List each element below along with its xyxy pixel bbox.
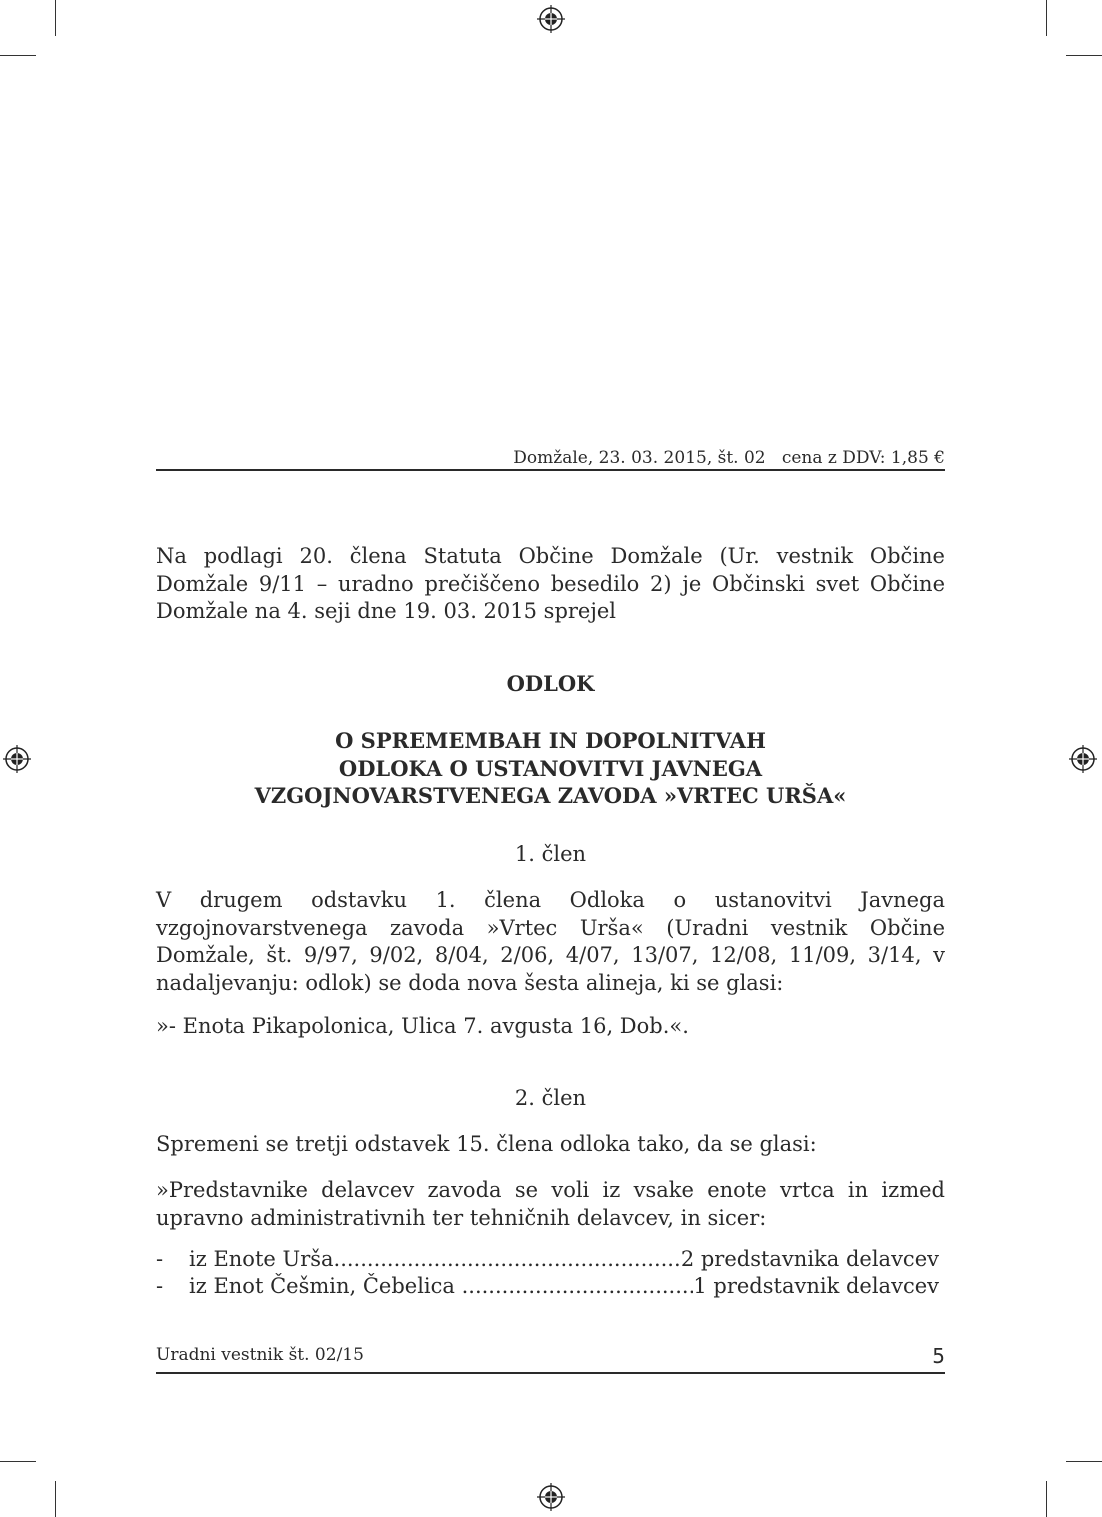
crop-mark <box>1066 55 1102 56</box>
article-1-paragraph: V drugem odstavku 1. člena Odloka o ustanovitvi Javnega vzgojnovarstvenega zavoda »Vrtec Urša« (Uradni vestnik Občine Domžale, št. 9/97, 9/02, 8/04, 2/06, 4/07, 13/07, 12/08, 11/09, 3/14, v nadaljevanju: odlok) se doda nova šesta alineja, ki se glasi: <box>156 888 945 995</box>
crop-mark <box>55 0 56 36</box>
article-2-paragraph-2: »Predstavnike delavcev zavoda se voli iz vsake enote vrtca in izmed upravno administrativnih ter tehničnih delavcev, in sicer: <box>156 1178 945 1230</box>
list-item <box>156 1273 945 1300</box>
document-subtitle <box>156 727 945 810</box>
crop-mark <box>1046 0 1047 36</box>
subtitle-line: VZGOJNOVARSTVENEGA ZAVODA »VRTEC URŠA« <box>254 783 847 808</box>
dot-leader <box>462 1273 694 1300</box>
page-number: 5 <box>932 1344 945 1368</box>
article-1-quote: »- Enota Pikapolonica, Ulica 7. avgusta 16, Dob.«. <box>156 1014 689 1038</box>
registration-mark-icon <box>3 745 31 773</box>
list-item-label: iz Enot Češmin, Čebelica <box>189 1274 462 1298</box>
list-dash: - <box>156 1274 164 1298</box>
delegate-list <box>156 1246 945 1300</box>
article-2-paragraph-1: Spremeni se tretji odstavek 15. člena odloka tako, da se glasi: <box>156 1132 817 1156</box>
list-item-label: iz Enote Urša <box>189 1247 334 1271</box>
footer-rule <box>156 1372 945 1374</box>
registration-mark-icon <box>537 1483 565 1511</box>
intro-paragraph: Na podlagi 20. člena Statuta Občine Domžale (Ur. vestnik Občine Domžale 9/11 – uradno prečiščeno besedilo 2) je Občinski svet Občine Domžale na 4. seji dne 19. 03. 2015 sprejel <box>156 544 945 623</box>
header-rule <box>156 469 945 471</box>
dot-leader <box>334 1246 681 1273</box>
list-item <box>156 1246 945 1273</box>
subtitle-line: ODLOKA O USTANOVITVI JAVNEGA <box>338 755 763 781</box>
crop-mark <box>0 1461 36 1462</box>
list-item-value: 2 predstavnika delavcev <box>680 1247 939 1271</box>
document-title: ODLOK <box>506 671 595 696</box>
registration-mark-icon <box>1069 745 1097 773</box>
footer-publication: Uradni vestnik št. 02/15 <box>156 1345 364 1365</box>
list-dash: - <box>156 1247 164 1271</box>
article-2-heading: 2. člen <box>514 1086 587 1110</box>
issue-line: Domžale, 23. 03. 2015, št. 02 cena z DDV: 1,85 € <box>513 448 945 468</box>
crop-mark <box>55 1481 56 1517</box>
crop-mark <box>0 55 36 56</box>
registration-mark-icon <box>537 5 565 33</box>
list-item-value: 1 predstavnik delavcev <box>693 1274 939 1298</box>
article-1-heading: 1. člen <box>514 842 587 866</box>
crop-mark <box>1046 1481 1047 1517</box>
subtitle-line: O SPREMEMBAH IN DOPOLNITVAH <box>335 728 766 753</box>
crop-mark <box>1066 1461 1102 1462</box>
